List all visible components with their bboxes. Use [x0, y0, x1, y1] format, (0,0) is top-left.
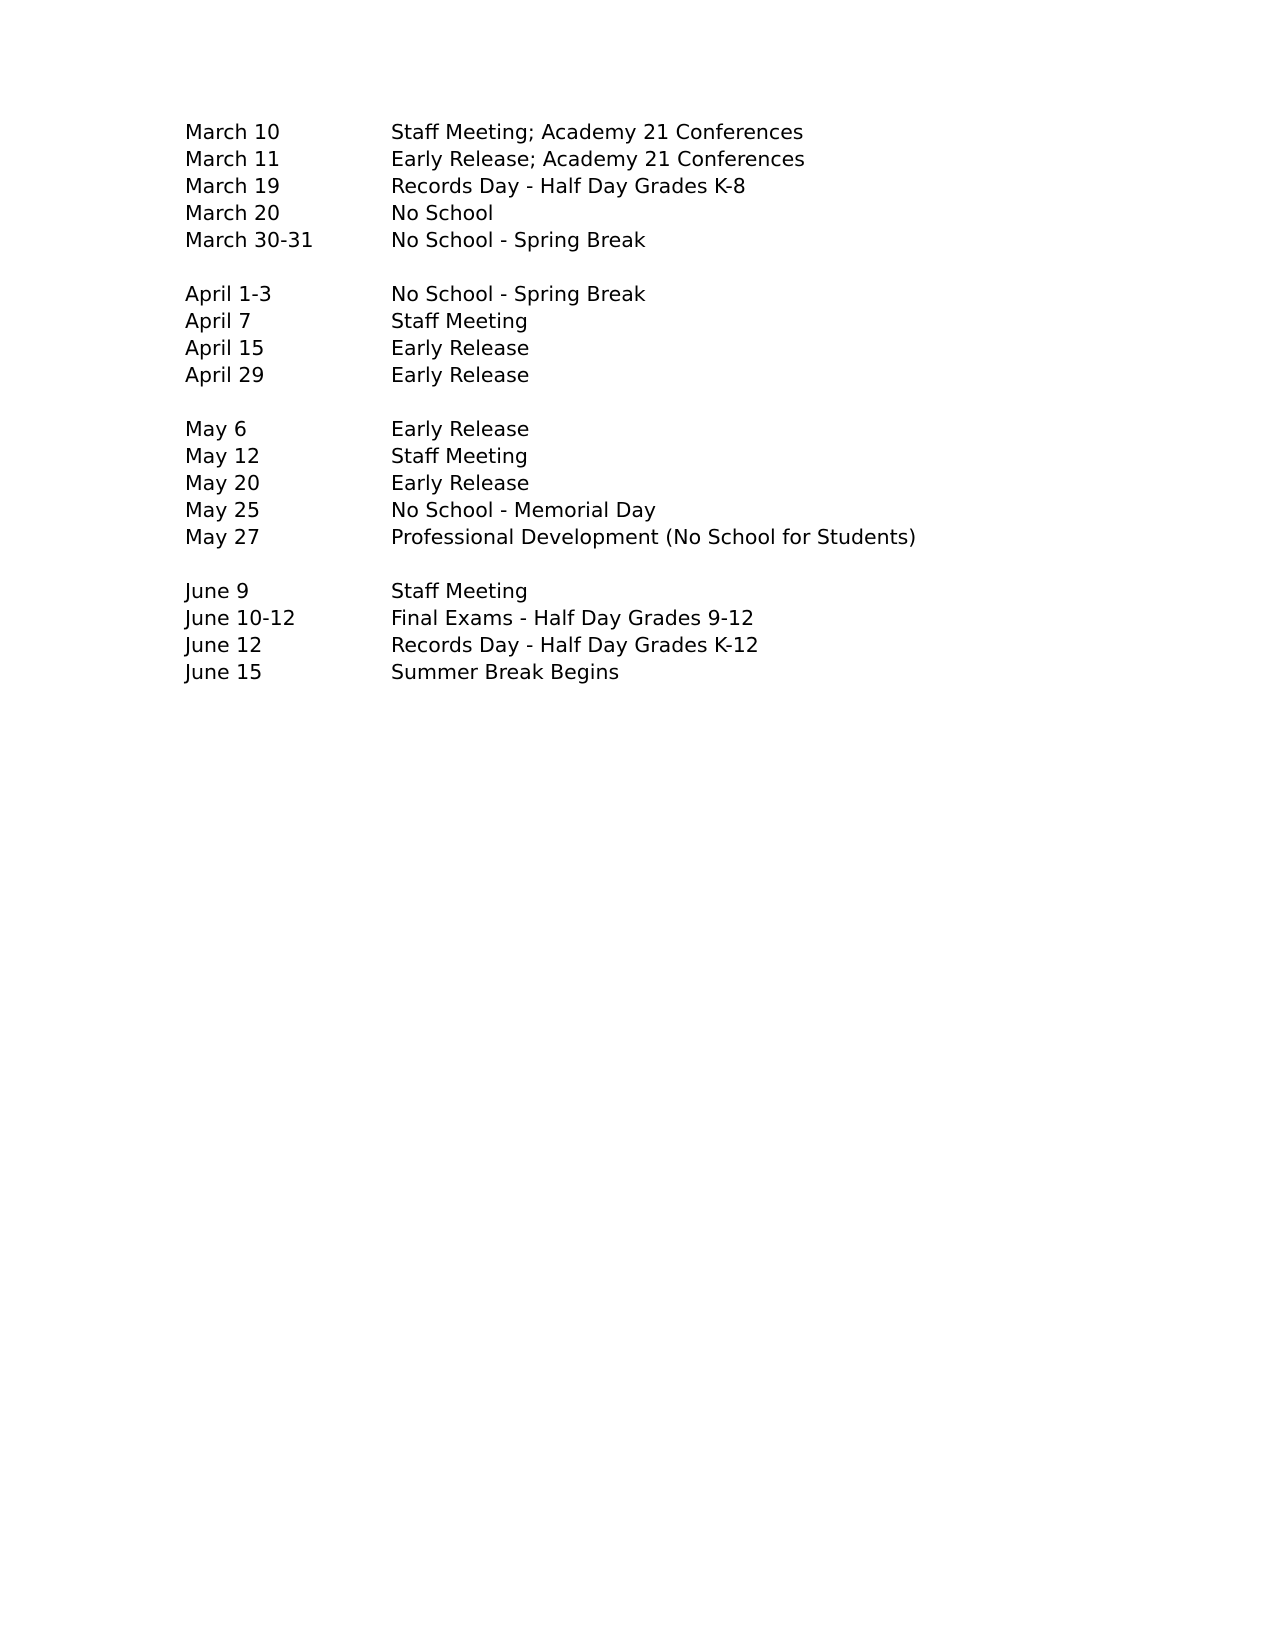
- event-description: Early Release; Academy 21 Conferences: [391, 147, 805, 171]
- month-group-april: [185, 281, 1085, 389]
- month-group-may: [185, 416, 1085, 551]
- event-date: March 11: [185, 147, 281, 171]
- calendar-row: [185, 362, 1085, 389]
- event-date: June 15: [185, 660, 263, 684]
- event-description: No School - Memorial Day: [391, 498, 657, 522]
- calendar-row: [185, 308, 1085, 335]
- calendar-row: [185, 632, 1085, 659]
- month-group-june: [185, 578, 1085, 686]
- event-date: May 25: [185, 498, 260, 522]
- event-date: March 10: [185, 120, 281, 144]
- calendar-row: [185, 173, 1085, 200]
- event-description: Staff Meeting: [391, 444, 528, 468]
- event-date: April 1-3: [185, 282, 272, 306]
- calendar-row: [185, 524, 1085, 551]
- event-description: Final Exams - Half Day Grades 9-12: [391, 606, 755, 630]
- calendar-row: [185, 578, 1085, 605]
- calendar-row: [185, 227, 1085, 254]
- event-description: Records Day - Half Day Grades K-12: [391, 633, 759, 657]
- event-description: Staff Meeting: [391, 309, 528, 333]
- calendar-row: [185, 659, 1085, 686]
- calendar-row: [185, 497, 1085, 524]
- event-description: Early Release: [391, 417, 530, 441]
- event-date: April 15: [185, 336, 265, 360]
- event-date: May 20: [185, 471, 260, 495]
- event-description: Early Release: [391, 363, 530, 387]
- event-date: May 12: [185, 444, 260, 468]
- school-calendar: [185, 119, 1085, 713]
- calendar-row: [185, 119, 1085, 146]
- calendar-row: [185, 146, 1085, 173]
- event-description: Staff Meeting; Academy 21 Conferences: [391, 120, 804, 144]
- calendar-row: [185, 200, 1085, 227]
- calendar-row: [185, 281, 1085, 308]
- calendar-row: [185, 605, 1085, 632]
- event-date: April 29: [185, 363, 265, 387]
- event-description: No School - Spring Break: [391, 282, 646, 306]
- calendar-row: [185, 470, 1085, 497]
- event-description: No School: [391, 201, 494, 225]
- event-description: Early Release: [391, 336, 530, 360]
- event-description: Staff Meeting: [391, 579, 528, 603]
- event-description: Summer Break Begins: [391, 660, 620, 684]
- event-date: June 9: [185, 579, 250, 603]
- calendar-row: [185, 443, 1085, 470]
- calendar-row: [185, 416, 1085, 443]
- event-date: May 6: [185, 417, 247, 441]
- event-date: June 10-12: [185, 606, 296, 630]
- event-date: June 12: [185, 633, 263, 657]
- event-date: May 27: [185, 525, 260, 549]
- event-description: No School - Spring Break: [391, 228, 646, 252]
- event-description: Early Release: [391, 471, 530, 495]
- event-date: March 20: [185, 201, 281, 225]
- event-date: April 7: [185, 309, 252, 333]
- calendar-row: [185, 335, 1085, 362]
- month-group-march: [185, 119, 1085, 254]
- event-description: Records Day - Half Day Grades K-8: [391, 174, 746, 198]
- event-date: March 19: [185, 174, 281, 198]
- event-description: Professional Development (No School for Students): [391, 525, 917, 549]
- event-date: March 30-31: [185, 228, 314, 252]
